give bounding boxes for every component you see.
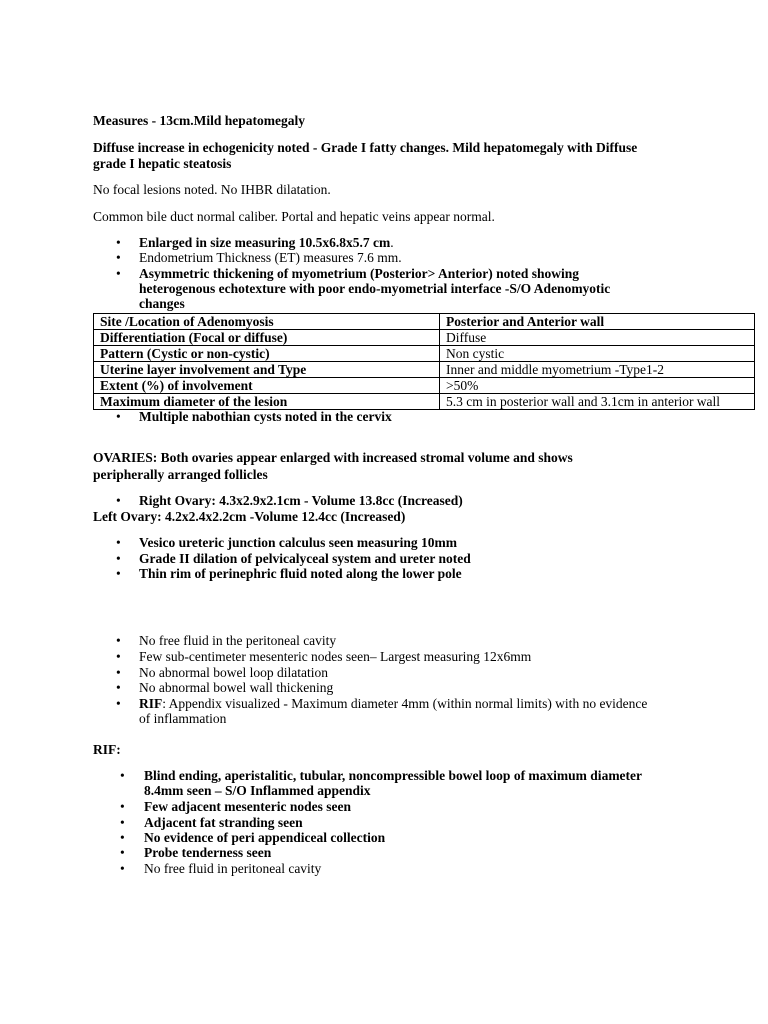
kidney-item: Vesico ureteric junction calculus seen measuring 10mm [139, 535, 457, 550]
adenomyosis-line3: changes [139, 296, 185, 311]
ovaries-line1: OVARIES: Both ovaries appear enlarged with increased stromal volume and shows [93, 450, 573, 465]
table-row [94, 330, 755, 346]
liver-echo-line1: Diffuse increase in echogenicity noted - Grade I fatty changes. Mild hepatomegaly with Diffuse [93, 140, 638, 155]
bullet: • [116, 696, 121, 711]
bullet: • [116, 235, 121, 250]
abdomen-item: Few sub-centimeter mesenteric nodes seen– Largest measuring 12x6mm [139, 649, 532, 664]
bullet: • [116, 250, 121, 265]
table-label: Extent (%) of involvement [94, 378, 440, 394]
bullet: • [116, 680, 121, 695]
table-label: Pattern (Cystic or non-cystic) [94, 346, 440, 362]
bullet: • [116, 493, 121, 508]
uterus-size-tail: . [390, 235, 394, 250]
bullet: • [116, 535, 121, 550]
rif-appendix-line2: of inflammation [139, 711, 227, 726]
liver-echo-line2: grade I hepatic steatosis [93, 156, 232, 171]
liver-focal: No focal lesions noted. No IHBR dilatation. [93, 182, 331, 197]
table-value: Inner and middle myometrium -Type1-2 [440, 362, 755, 378]
rif-heading: RIF: [93, 742, 121, 757]
right-ovary: Right Ovary: 4.3x2.9x2.1cm - Volume 13.8cc (Increased) [139, 493, 463, 508]
bullet: • [116, 633, 121, 648]
abdomen-item: No abnormal bowel loop dilatation [139, 665, 328, 680]
left-ovary: Left Ovary: 4.2x2.4x2.2cm -Volume 12.4cc (Increased) [93, 509, 406, 524]
bullet: • [116, 551, 121, 566]
rif-item1-line1: Blind ending, aperistalitic, tubular, noncompressible bowel loop of maximum diameter [144, 768, 643, 783]
table-value: >50% [440, 378, 755, 394]
table-row [94, 378, 755, 394]
kidney-item: Grade II dilation of pelvicalyceal system and ureter noted [139, 551, 471, 566]
abdomen-item: No free fluid in the peritoneal cavity [139, 633, 337, 648]
rif-label: RIF [139, 696, 163, 711]
bullet: • [120, 768, 125, 783]
table-value: 5.3 cm in posterior wall and 3.1cm in anterior wall [440, 394, 755, 410]
ovaries-line2: peripherally arranged follicles [93, 467, 268, 482]
bullet: • [120, 815, 125, 830]
cbd-line: Common bile duct normal caliber. Portal and hepatic veins appear normal. [93, 209, 495, 224]
kidney-item: Thin rim of perinephric fluid noted along the lower pole [139, 566, 462, 581]
table-row [94, 394, 755, 410]
table-value: Diffuse [440, 330, 755, 346]
rif-text: : Appendix visualized - Maximum diameter 4mm (within normal limits) with no evidence [162, 696, 648, 711]
adenomyosis-line2: heterogenous echotexture with poor endo-myometrial interface -S/O Adenomyotic [139, 281, 611, 296]
bullet: • [116, 266, 121, 281]
bullet: • [120, 830, 125, 845]
table-label: Maximum diameter of the lesion [94, 394, 440, 410]
uterus-size-bold: Enlarged in size measuring 10.5x6.8x5.7 cm [139, 235, 391, 250]
table-label: Uterine layer involvement and Type [94, 362, 440, 378]
bullet: • [120, 799, 125, 814]
rif-item1-line2: 8.4mm seen – S/O Inflammed appendix [144, 783, 371, 798]
bullet: • [116, 566, 121, 581]
rif-last: No free fluid in peritoneal cavity [144, 861, 322, 876]
table-row [94, 346, 755, 362]
table-value: Non cystic [440, 346, 755, 362]
rif-item: No evidence of peri appendiceal collection [144, 830, 386, 845]
bullet: • [116, 649, 121, 664]
liver-measures: Measures - 13cm.Mild hepatomegaly [93, 113, 305, 128]
rif-item: Probe tenderness seen [144, 845, 272, 860]
table-label: Site /Location of Adenomyosis [94, 314, 440, 330]
abdomen-item: No abnormal bowel wall thickening [139, 680, 334, 695]
bullet: • [116, 665, 121, 680]
bullet: • [120, 845, 125, 860]
uterus-size [139, 235, 394, 251]
endometrium-thickness: Endometrium Thickness (ET) measures 7.6 mm. [139, 250, 402, 265]
table-row [94, 314, 755, 330]
bullet: • [116, 409, 121, 424]
table-row [94, 362, 755, 378]
table-value: Posterior and Anterior wall [440, 314, 755, 330]
rif-appendix-line1 [139, 696, 647, 712]
adenomyosis-table [93, 313, 755, 410]
bullet: • [120, 861, 125, 876]
cervix-cysts: Multiple nabothian cysts noted in the cervix [139, 409, 392, 424]
adenomyosis-line1: Asymmetric thickening of myometrium (Posterior> Anterior) noted showing [139, 266, 579, 281]
rif-item: Few adjacent mesenteric nodes seen [144, 799, 351, 814]
rif-item: Adjacent fat stranding seen [144, 815, 303, 830]
table-label: Differentiation (Focal or diffuse) [94, 330, 440, 346]
